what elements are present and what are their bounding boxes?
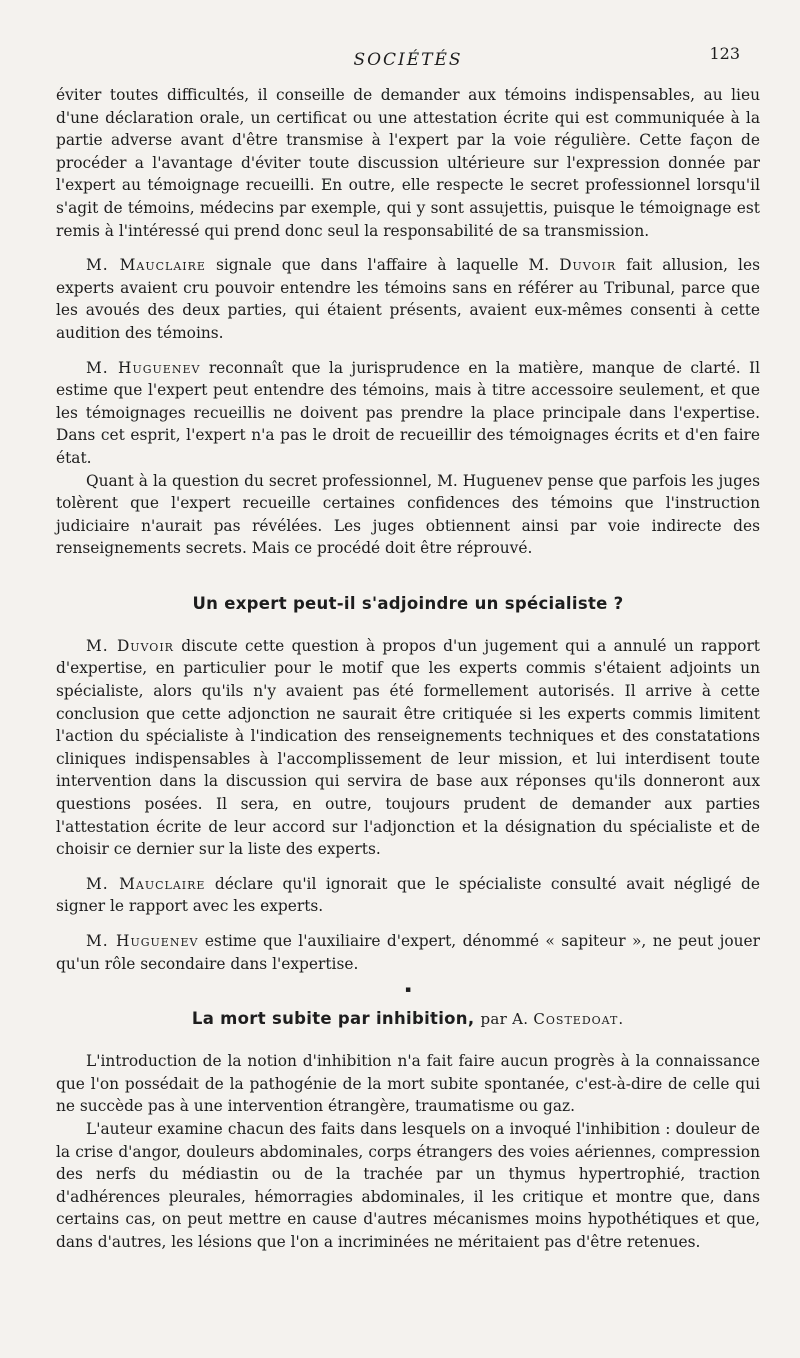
section-mort-subite: [56, 1050, 760, 1253]
speaker-name: M. Huguenev: [86, 358, 201, 377]
section-specialiste: [56, 635, 760, 975]
speaker-name: Duvoir: [559, 256, 617, 275]
paragraph-huguenev: M. Huguenev reconnaît que la jurisprudence en la matière, manque de clarté. Il estime que l'expert peut entendre des témoins, mais à titre accessoire seulement, et que les témoignages recueillis ne doivent pas prendre la place principale dans l'expertise. Dans cet esprit, l'expert n'a pas le droit de recueillir des témoignages écrits et d'en faire état.: [56, 358, 760, 467]
section-heading-mort-subite: La mort subite par inhibition, par A. Costedoat.: [191, 1009, 625, 1029]
speaker-name: M. Mauclaire: [86, 874, 206, 893]
author-name: Costedoat.: [533, 1010, 625, 1029]
speaker-name: M. Huguenev: [86, 932, 199, 950]
running-title: SOCIÉTÉS: [353, 50, 463, 70]
paragraph-mauclaire-2: M. Mauclaire déclare qu'il ignorait que le spécialiste consulté avait négligé de signer le rapport avec les experts.: [56, 874, 760, 916]
page-number: 123: [709, 44, 740, 63]
paragraph-secret: Quant à la question du secret professionnel, M. Huguenev pense que parfois les juges tolèrent que l'expert recueille certaines confidences des témoins que l'instruction judiciaire n'aurait pas révélées. Les juges obtiennent ainsi par voie indirecte des renseignements secrets. Mais ce procédé doit être réprouvé.: [56, 471, 760, 558]
paragraph-mauclaire: M. Mauclaire signale que dans l'affaire à laquelle M. Duvoir fait allusion, les experts avaient cru pouvoir entendre les témoins sans en référer au Tribunal, parce que les avoués des deux parties, qui étaient présents, avaient eux-mêmes consenti à cette audition des témoins.: [56, 256, 760, 342]
paragraph-auteur: L'auteur examine chacun des faits dans lesquels on a invoqué l'inhibition : douleur de la crise d'angor, douleurs abdominales, corps étrangers des voies aériennes, compression des nerfs du médiastin ou de la trachée par un thymus hypertrophié, traction d'adhérences pleurales, hémorragies abdominales, il les critique et montre que, dans certains cas, on peut mettre en cause d'autres mécanismes moins hypothétiques et que, dans d'autres, les lésions que l'on a incriminées ne méritaient pas d'être retenues.: [56, 1119, 760, 1251]
running-header: [56, 44, 760, 84]
section-heading-specialiste: Un expert peut-il s'adjoindre un spécialiste ?: [192, 593, 624, 613]
paragraph-inhibition: L'introduction de la notion d'inhibition n'a fait faire aucun progrès à la connaissance que l'on possédait de la pathogénie de la mort subite spontanée, c'est-à-dire de celle qui ne succède pas à une intervention étrangère, traumatisme ou gaz.: [56, 1052, 760, 1116]
byline: par A. Costedoat.: [480, 1010, 625, 1029]
paragraph-1: éviter toutes difficultés, il conseille de demander aux témoins indispensables, au lieu d'une déclaration orale, un certificat ou une attestation écrite qui est communiquée à la partie adverse avant d'être transmise à l'expert par la voie régulière. Cette façon de procéder a l'avantage d'éviter toute discussion ultérieure sur l'expression donnée par l'expert au témoignage recueilli. En outre, elle respecte le secret professionnel lorsqu'il s'agit de témoins, médecins par exemple, qui y sont assujettis, puisque le témoignage est remis à l'intéressé qui prend donc seul la responsabilité de sa transmission.: [56, 86, 760, 240]
paragraph-huguenev-2: M. Huguenev estime que l'auxiliaire d'expert, dénommé « sapiteur », ne peut jouer qu'un rôle secondaire dans l'expertise.: [56, 932, 760, 973]
speaker-name: M. Mauclaire: [86, 256, 206, 275]
section-temoins: [56, 84, 760, 560]
paragraph-duvoir: M. Duvoir discute cette question à propos d'un jugement qui a annulé un rapport d'expertise, en particulier pour le motif que les experts commis s'étaient adjoints un spécialiste, alors qu'ils n'y avaient pas été formellement autorisés. Il arrive à cette conclusion que cette adjonction ne saurait être critiquée si les experts commis limitent l'action du spécialiste à l'indication des renseignements techniques et des constatations cliniques indispensables à l'accomplissement de leur mission, et lui interdisent toute intervention dans la discussion qui servira de base aux réponses qu'ils donneront aux questions posées. Il sera, en outre, toujours prudent de demander aux parties l'attestation écrite de leur accord sur l'adjonction et la désignation du spécialiste et de choisir ce dernier sur la liste des experts.: [56, 636, 760, 859]
speaker-name: M. Duvoir: [86, 636, 174, 655]
separator-mark: ▪: [404, 985, 412, 996]
